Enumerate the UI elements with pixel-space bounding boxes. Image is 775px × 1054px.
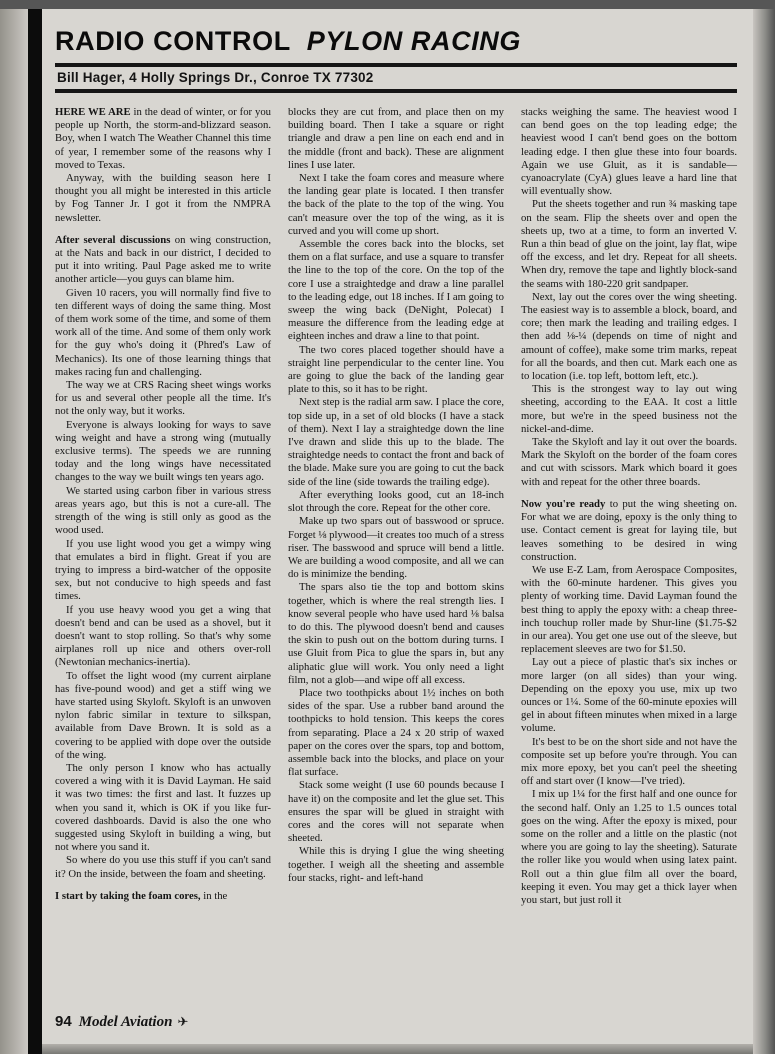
paragraph: It's best to be on the short side and not have the composite set up before you're through. You can mix more epoxy, bet you can't peel the sheeting off and start over (I know—I've tried). [521, 735, 737, 788]
column-1 [55, 106, 271, 907]
paragraph: The only person I know who has actually covered a wing with it is David Layman. He said it was two times: the first and last. It fuzzes up when you sand it, which is OK if you like fur-covered dashboards. David is also the one who suggested using Skyloft in building a wing, but not where you sand it. [55, 761, 271, 854]
article-title-main: RADIO CONTROL [55, 26, 291, 56]
paragraph: We started using carbon fiber in various stress areas years ago, but this is not a cure-all. The strength of the wing is still only as good as the wood used. [55, 484, 271, 537]
article-title [55, 26, 737, 57]
paragraph: Next, lay out the cores over the wing sheeting. The easiest way is to assemble a block, board, and core; then mark the leading and trailing edges. I then add ⅛-¼ (depends on time of night and amount of coffee), make some trim marks, repeat for all the boards, and then cut. Mark each one as to location (i.e. top left, bottom left, etc.). [521, 290, 737, 383]
paragraph: Now you're ready to put the wing sheeting on. For what we are doing, epoxy is the only thing to use. Contact cement is great for laying tile, but leaves something to be desired in wing construction. [521, 497, 737, 563]
scan-edge-right [753, 9, 775, 1054]
paragraph: The spars also tie the top and bottom skins together, which is where the real strength lies. I know several people who have used hard ⅛ balsa to do this. The plywood doesn't bend and causes the skin to push out on the bottom during turns. I use Gluit from Pica to glue the spars in, but any aliphatic glue will work. You only need a light film, not a glob—and wipe off all excess. [288, 581, 504, 686]
article-content [55, 26, 737, 907]
article-body [55, 106, 737, 907]
paragraph: This is the strongest way to lay out wing sheeting, according to the EAA. It cost a little more, but we're in the speed business not the nickel-and-dime. [521, 383, 737, 435]
paragraph: The way we at CRS Racing sheet wings works for us and several other people all the time. It's not the only way, but it works. [55, 379, 271, 418]
paragraph: We use E-Z Lam, from Aerospace Composites, with the 60-minute hardener. This gives you plenty of working time. David Layman found the best thing to apply the epoxy with: a cheap three-inch touchup roller made by Shur-line ($1.75-$2 in our area). You get one use out of the sleeve, but replacement sleeves are two for $1.50. [521, 563, 737, 656]
paragraph: stacks weighing the same. The heaviest wood I can bend goes on the top leading edge; the heaviest wood I can't bend goes on the bottom leading edge. I then glue these into four boards. Again we use Gluit, as it is sandable—cyanoacrylate (CyA) glues leave a hard line that will eventually show. [521, 106, 737, 198]
paragraph: blocks they are cut from, and place then on my building board. Then I take a square or right triangle and draw a pen line on each end and in the middle (front and back). These are alignment lines I use later. [288, 106, 504, 171]
paragraph: After several discussions on wing construction, at the Nats and back in our district, I decided to put it into writing. Paul Page asked me to write another article—you guys can blame him. [55, 233, 271, 286]
paragraph: Put the sheets together and run ¾ masking tape on the seam. Flip the sheets over and open the sheets up, two at a time, to form an inverted V. Run a thin bead of glue on the joint, lay flat, wipe off the excess, and let dry. Repeat for all sheets. When dry, remove the tape and lightly block-sand the seams with 180-220 grit sandpaper. [521, 198, 737, 290]
page-footer [55, 1013, 188, 1031]
byline-text: Bill Hager, 4 Holly Springs Dr., Conroe TX 77302 [57, 70, 374, 85]
paragraph: Stack some weight (I use 60 pounds because I have it) on the composite and let the glue set. This ensures the spar will be glued in straight with cores and the cores will not separate when sheeted. [288, 779, 504, 845]
paragraph: While this is drying I glue the wing sheeting together. I weigh all the sheeting and assemble four stacks, right- and left-hand [288, 845, 504, 884]
paragraph: Lay out a piece of plastic that's six inches or more larger (on all sides) than your wing. Depending on the epoxy you use, mix up two ounces or 1¼. Some of the 60-minute epoxies will gel in about fifteen minutes when mixed in a large volume. [521, 656, 737, 735]
paragraph: After everything looks good, cut an 18-inch slot through the core. Repeat for the other core. [288, 488, 504, 515]
scan-edge-top [0, 0, 775, 9]
magazine-name: Model Aviation [78, 1014, 173, 1030]
paragraph: So where do you use this stuff if you can't sand it? On the inside, between the foam and sheeting. [55, 854, 271, 880]
paragraph: If you use heavy wood you get a wing that doesn't bend and can be used as a shovel, but it doesn't want to stop rolling. So that's why some airplanes roll up nice and others over-roll (Newtonian mechanics-inertia). [55, 603, 271, 669]
scan-binding-bar [28, 6, 42, 1054]
paragraph: I mix up 1¼ for the first half and one ounce for the second half. Only an 1.25 to 1.5 ounces total goes on the wing. After the epoxy is mixed, pour some on the roller and a little on the plastic (not where you are going to lay the sheeting). Saturate the roller like you would when using latex paint. Roll out a thin glue film all over the board, keeping it even. You may get a thick layer when you start, but just roll it [521, 788, 737, 906]
paragraph: Assemble the cores back into the blocks, set them on a flat surface, and use a square to transfer the line to the top of the core. On the top of the core I use a straightedge and draw a line parallel to the leading edge, out 18 inches. If I am going to sweep the wing back (DeNight, Polecat) I measure the difference from the leading edge at eighteen inches and draw a line to that point. [288, 238, 504, 343]
paragraph: I start by taking the foam cores, in the [55, 889, 228, 902]
paragraph-lead: I start by taking the foam cores, [55, 889, 201, 902]
scan-edge-left [0, 9, 28, 1054]
airplane-icon: ✈ [177, 1015, 189, 1030]
paragraph-lead: HERE WE ARE [55, 106, 131, 118]
paragraph: Anyway, with the building season here I thought you all might be interested in this article by Fog Tanner Jr. I got it from the NMPRA newsletter. [55, 172, 271, 224]
article-title-accent: PYLON RACING [306, 26, 522, 56]
byline-bar [55, 63, 737, 93]
paragraph: Everyone is always looking for ways to save wing weight and have a strong wing (mutually exclusive terms). The speeds we are running today and the long wings have necessitated changes to the way we built wings ten years ago. [55, 418, 271, 484]
paragraph: Place two toothpicks about 1½ inches on both sides of the spar. Use a rubber band around the toothpicks to hold tension. This keeps the cores from separating. Place a 24 x 20 strip of waxed paper on the cores over the spars, top and bottom, assemble back into the blocks, and place on your flat surface. [288, 686, 504, 779]
paragraph: Take the Skyloft and lay it out over the boards. Mark the Skyloft on the border of the foam cores and cut with scissors. Mark which board it goes with and repeat for the other three boards. [521, 436, 737, 488]
paragraph: Given 10 racers, you will normally find five to ten different ways of doing the same thing. Most of them work some of the time, and some of them work all of the time. And some of them only work for the guy who's doing it (Phred's Law of Mechanics). Its one of those learning things that makes racing fun and challenging. [55, 286, 271, 378]
paragraph-lead: After several discussions [55, 233, 171, 246]
page-number: 94 [55, 1013, 72, 1030]
scan-edge-bottom [42, 1044, 753, 1054]
paragraph: The two cores placed together should have a straight line perpendicular to the center line. You are going to glue the back of the landing gear plate to this, so it has to be right. [288, 343, 504, 396]
paragraph: Make up two spars out of basswood or spruce. Forget ⅛ plywood—it creates too much of a stress riser. The basswood and spruce will bend a little. We are building a wood composite, and all we can do is minimize the bending. [288, 515, 504, 581]
paragraph: Next I take the foam cores and measure where the landing gear plate is located. I then transfer the back of the plate to the top of the wing. You can't measure over the top of the wing, as it is curved and you will come up short. [288, 172, 504, 237]
paragraph-lead: Now you're ready [521, 497, 606, 510]
paragraph: If you use light wood you get a wimpy wing that emulates a bird in flight. Great if you are trying to impress a bird-watcher of the opposite sex, but not conducive to high speeds and fast times. [55, 537, 271, 603]
paragraph: To offset the light wood (my current airplane has five-pound wood) and get a stiff wing we have started using Skyloft. Skyloft is an unwoven nylon fabric similar in texture to silkspan, available from Dave Brown. It is sold as a covering to be applied with dope over the outside of the wing. [55, 669, 271, 761]
column-3 [521, 106, 737, 907]
column-2 [288, 106, 504, 907]
paragraph: HERE WE ARE in the dead of winter, or for you people up North, the storm-and-blizzard season. Boy, when I watch The Weather Channel this time of year, I remember some of the reasons why I moved to Texas. [55, 106, 272, 171]
paragraph: Next step is the radial arm saw. I place the core, top side up, in a set of old blocks (I have a stack of them). Next I lay a straightedge down the line I've drawn and slide this up to the blade. The straightedge needs to contact the front and back of the blade. Make sure you are going to cut the back side of the line (side towards the trailing edge). [288, 396, 504, 488]
